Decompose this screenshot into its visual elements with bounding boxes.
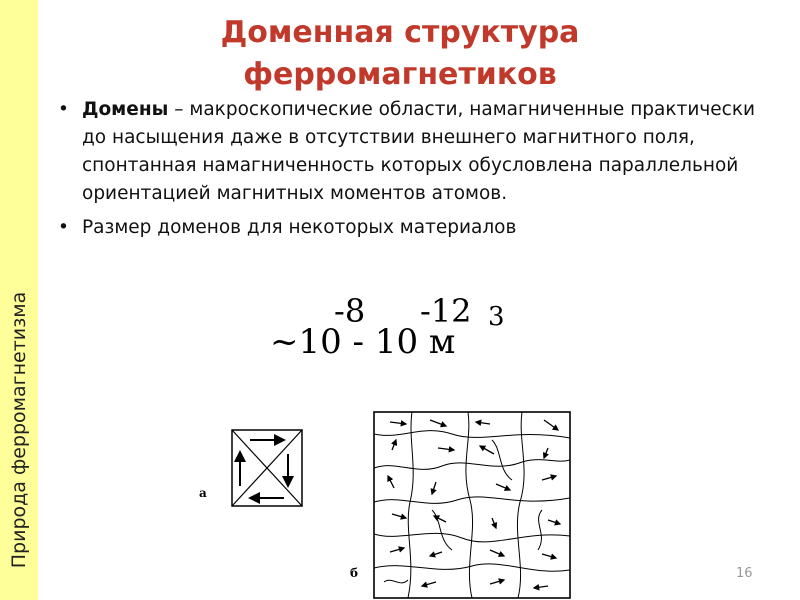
bullet-term: Домены — [82, 99, 169, 120]
slide-title — [100, 12, 700, 96]
sidebar-title: Природа ферромагнетизма — [8, 291, 30, 569]
bullet-item — [56, 96, 766, 208]
diagram-a-label: а — [199, 486, 207, 500]
title-line-2: ферромагнетиков — [243, 57, 557, 92]
formula-base: ~10 - 10 м — [270, 322, 456, 362]
title-line-1: Доменная структура — [220, 15, 580, 50]
domain-size-formula — [270, 290, 530, 370]
bullet-text: Размер доменов для некоторых материалов — [82, 217, 517, 238]
bullet-text: – макроскопические области, намагниченные практически до насыщения даже в отсутствии внешнего магнитного поля, спонтанная намагниченность которых обусловлена параллельной ориентацией магнитных моментов атомов. — [82, 99, 756, 204]
formula-exponent-left: -8 — [334, 292, 366, 330]
formula-exponent-right: -12 — [420, 292, 472, 330]
page-number: 16 — [736, 566, 753, 581]
bullet-list — [56, 96, 766, 248]
diagram-b-label: б — [350, 566, 359, 580]
domain-diagram-b — [372, 410, 574, 600]
sidebar — [0, 0, 38, 600]
bullet-item — [56, 214, 766, 242]
formula-unit-exponent: 3 — [488, 302, 505, 332]
domain-diagram-a — [228, 426, 306, 510]
